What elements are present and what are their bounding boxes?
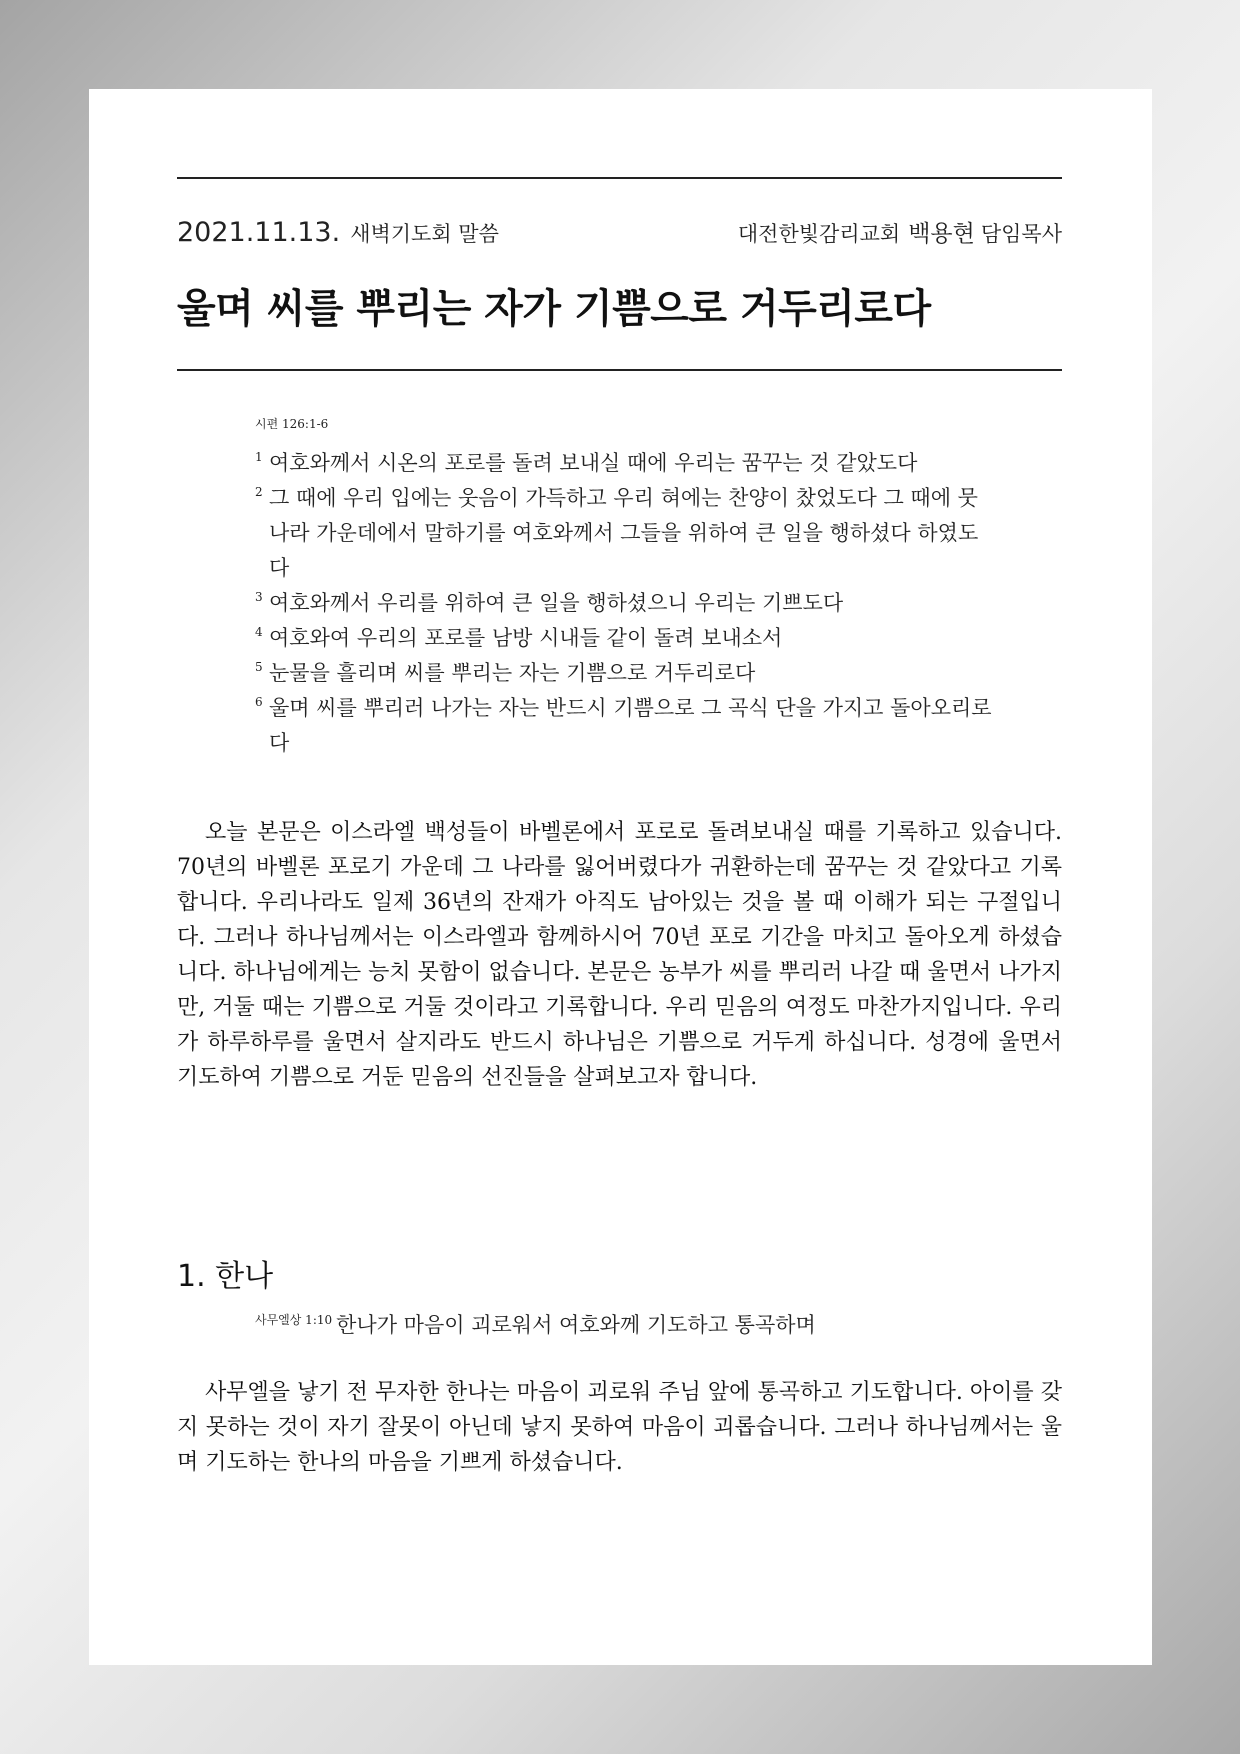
- document-header: [177, 215, 1062, 249]
- header-left: [177, 217, 499, 248]
- verse: [255, 586, 995, 621]
- pastor-role: 담임목사: [980, 222, 1062, 246]
- title-divider: [177, 369, 1062, 371]
- pastor-name: 백용현: [908, 221, 975, 247]
- verse-number: 6: [255, 695, 263, 709]
- sermon-title: 울며 씨를 뿌리는 자가 기쁨으로 거두리로다: [177, 286, 931, 332]
- verse-number: 4: [255, 625, 263, 639]
- verse-text: 울며 씨를 뿌리러 나가는 자는 반드시 기쁨으로 그 곡식 단을 가지고 돌아오리로다: [269, 696, 992, 755]
- top-divider: [177, 177, 1062, 179]
- verse-number: 1: [255, 450, 263, 464]
- sermon-date: 2021.11.13.: [177, 217, 341, 248]
- scripture-reference: 시편 126:1-6: [255, 417, 329, 431]
- verse-text: 여호와께서 우리를 위하여 큰 일을 행하셨으니 우리는 기쁘도다: [269, 591, 844, 615]
- section-scripture-reference: 사무엘상 1:10: [255, 1313, 333, 1327]
- verse-text: 눈물을 흘리며 씨를 뿌리는 자는 기쁨으로 거두리로다: [269, 661, 756, 685]
- verse: [255, 446, 995, 481]
- church-name: 대전한빛감리교회: [737, 222, 901, 246]
- verse-text: 그 때에 우리 입에는 웃음이 가득하고 우리 혀에는 찬양이 찼었도다 그 때에 뭇 나라 가운데에서 말하기를 여호와께서 그들을 위하여 큰 일을 행하셨다 하였도다: [269, 486, 979, 580]
- header-right: [738, 215, 1062, 248]
- sermon-type: 새벽기도회 말씀: [350, 222, 499, 246]
- document-page: [89, 89, 1152, 1665]
- verse-text: 여호와께서 시온의 포로를 돌려 보내실 때에 우리는 꿈꾸는 것 같았도다: [269, 451, 918, 475]
- verse-text: 여호와여 우리의 포로를 남방 시내들 같이 돌려 보내소서: [269, 626, 783, 650]
- verse: [255, 621, 995, 656]
- verse-number: 5: [255, 660, 263, 674]
- verse: [255, 691, 995, 761]
- verse-number: 2: [255, 485, 263, 499]
- scripture-block: [255, 415, 995, 761]
- intro-paragraph: 오늘 본문은 이스라엘 백성들이 바벨론에서 포로로 돌려보내실 때를 기록하고 있습니다. 70년의 바벨론 포로기 가운데 그 나라를 잃어버렸다가 귀환하는데 꿈꾸는 것 같았다고 기록합니다. 우리나라도 일제 36년의 잔재가 아직도 남아있는 것을 볼 때 이해가 되는 구절입니다. 그러나 하나님께서는 이스라엘과 함께하시어 70년 포로 기간을 마치고 돌아오게 하셨습니다. 하나님에게는 능치 못함이 없습니다. 본문은 농부가 씨를 뿌리러 나갈 때 울면서 나가지만, 거둘 때는 기쁨으로 거둘 것이라고 기록합니다. 우리 믿음의 여정도 마찬가지입니다. 우리가 하루하루를 울면서 살지라도 반드시 하나님은 기쁨으로 거두게 하십니다. 성경에 울면서 기도하여 기쁨으로 거둔 믿음의 선진들을 살펴보고자 합니다.: [177, 820, 1062, 1090]
- verse: [255, 656, 995, 691]
- section-heading: 1. 한나: [177, 1259, 274, 1294]
- section-scripture: [255, 1309, 816, 1339]
- verse: [255, 481, 995, 586]
- section-scripture-text: 한나가 마음이 괴로워서 여호와께 기도하고 통곡하며: [336, 1313, 816, 1337]
- section-paragraph: 사무엘을 낳기 전 무자한 한나는 마음이 괴로워 주님 앞에 통곡하고 기도합니다. 아이를 갖지 못하는 것이 자기 잘못이 아닌데 낳지 못하여 마음이 괴롭습니다. 그러나 하나님께서는 울며 기도하는 한나의 마음을 기쁘게 하셨습니다.: [177, 1380, 1062, 1475]
- verse-number: 3: [255, 590, 263, 604]
